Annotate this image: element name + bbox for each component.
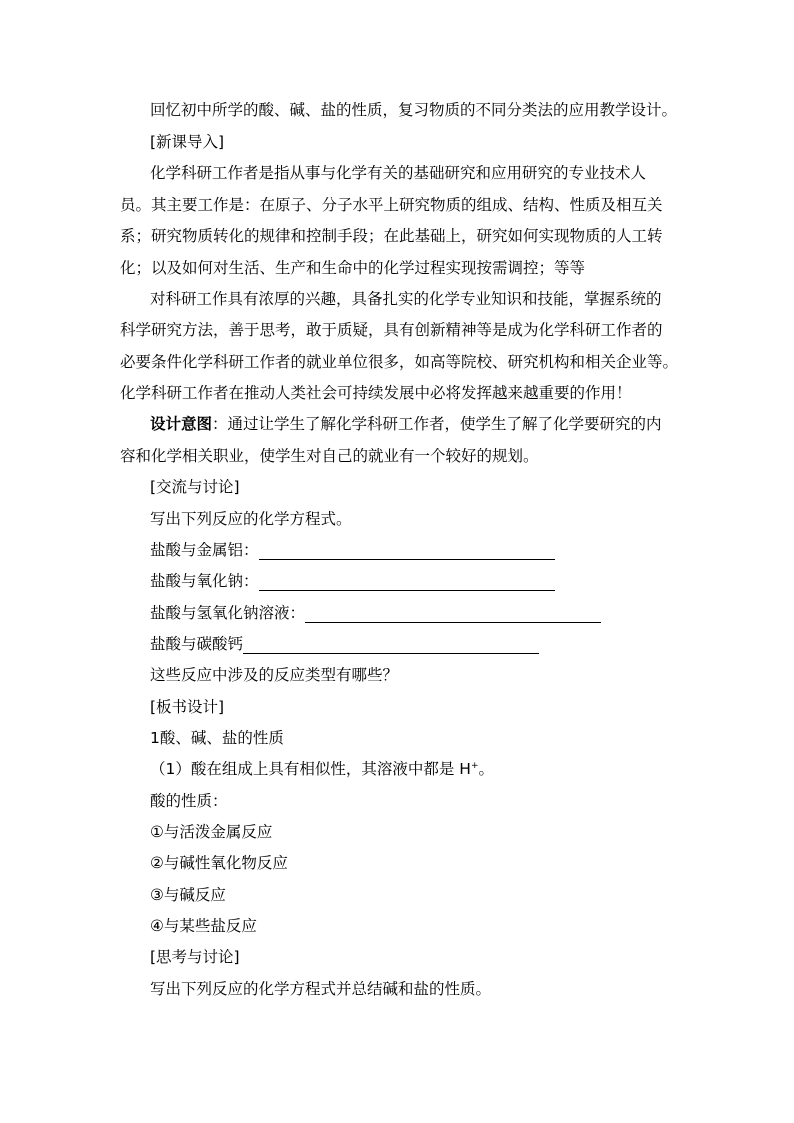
reaction-item-sodium-oxide [150, 571, 555, 591]
design-intent-label: 设计意图 [150, 415, 213, 433]
answer-blank[interactable] [305, 604, 601, 623]
intro-line: 回忆初中所学的酸、碱、盐的性质，复习物质的不同分类法的应用教学设计。 [150, 101, 678, 119]
board-point-1 [150, 759, 494, 779]
para1-line-1: 化学科研工作者是指从事与化学有关的基础研究和应用研究的专业技术人 [150, 164, 647, 182]
reaction-label: 盐酸与金属铝： [150, 541, 259, 559]
point-text: （1）酸在组成上具有相似性，其溶液中都是 H [150, 760, 471, 778]
reaction-label: 盐酸与氧化钠： [150, 572, 259, 590]
acid-property-item: ③与碱反应 [150, 886, 226, 904]
acid-properties-label: 酸的性质： [150, 792, 228, 810]
point-end: 。 [478, 760, 495, 778]
para2-line-3: 必要条件化学科研工作者的就业单位很多，如高等院校、研究机构和相关企业等。 [120, 353, 679, 371]
think-heading: [思考与讨论] [150, 948, 240, 966]
reaction-item-aluminum [150, 540, 555, 560]
para2-line-1: 对科研工作具有浓厚的兴趣，具备扎实的化学专业知识和技能，掌握系统的 [150, 290, 662, 308]
reaction-label: 盐酸与氢氧化钠溶液： [150, 604, 306, 622]
reaction-type-question: 这些反应中涉及的反应类型有哪些？ [150, 666, 399, 684]
answer-blank[interactable] [259, 572, 555, 591]
discussion-prompt: 写出下列反应的化学方程式。 [150, 510, 352, 528]
acid-property-item: ②与碱性氧化物反应 [150, 854, 288, 872]
design-intent-line-2: 容和化学相关职业，使学生对自己的就业有一个较好的规划。 [120, 447, 539, 465]
acid-property-item: ①与活泼金属反应 [150, 823, 273, 841]
design-intent-line-1 [150, 414, 662, 434]
reaction-label: 盐酸与碳酸钙 [150, 635, 244, 653]
reaction-item-calcium-carbonate [150, 634, 539, 654]
superscript-plus: + [470, 761, 479, 771]
para2-line-4: 化学科研工作者在推动人类社会可持续发展中必将发挥越来越重要的作用！ [120, 384, 632, 402]
design-intent-text: ：通过让学生了解化学科研工作者，使学生了解了化学要研究的内 [212, 415, 662, 433]
para1-line-4: 化；以及如何对生活、生产和生命中的化学过程实现按需调控；等等 [120, 259, 586, 277]
reaction-item-sodium-hydroxide [150, 603, 601, 623]
para1-line-2: 员。其主要工作是：在原子、分子水平上研究物质的组成、结构、性质及相互关 [120, 196, 663, 214]
answer-blank[interactable] [243, 635, 539, 654]
answer-blank[interactable] [259, 541, 555, 560]
board-title: 1酸、碱、盐的性质 [150, 729, 284, 747]
new-lesson-heading: [新课导入] [150, 133, 225, 151]
board-heading: [板书设计] [150, 698, 225, 716]
think-prompt: 写出下列反应的化学方程式并总结碱和盐的性质。 [150, 980, 492, 998]
discussion-heading: [交流与讨论] [150, 478, 240, 496]
acid-property-item: ④与某些盐反应 [150, 917, 257, 935]
para2-line-2: 科学研究方法，善于思考，敢于质疑，具有创新精神等是成为化学科研工作者的 [120, 321, 663, 339]
para1-line-3: 系；研究物质转化的规律和控制手段；在此基础上，研究如何实现物质的人工转 [120, 227, 663, 245]
